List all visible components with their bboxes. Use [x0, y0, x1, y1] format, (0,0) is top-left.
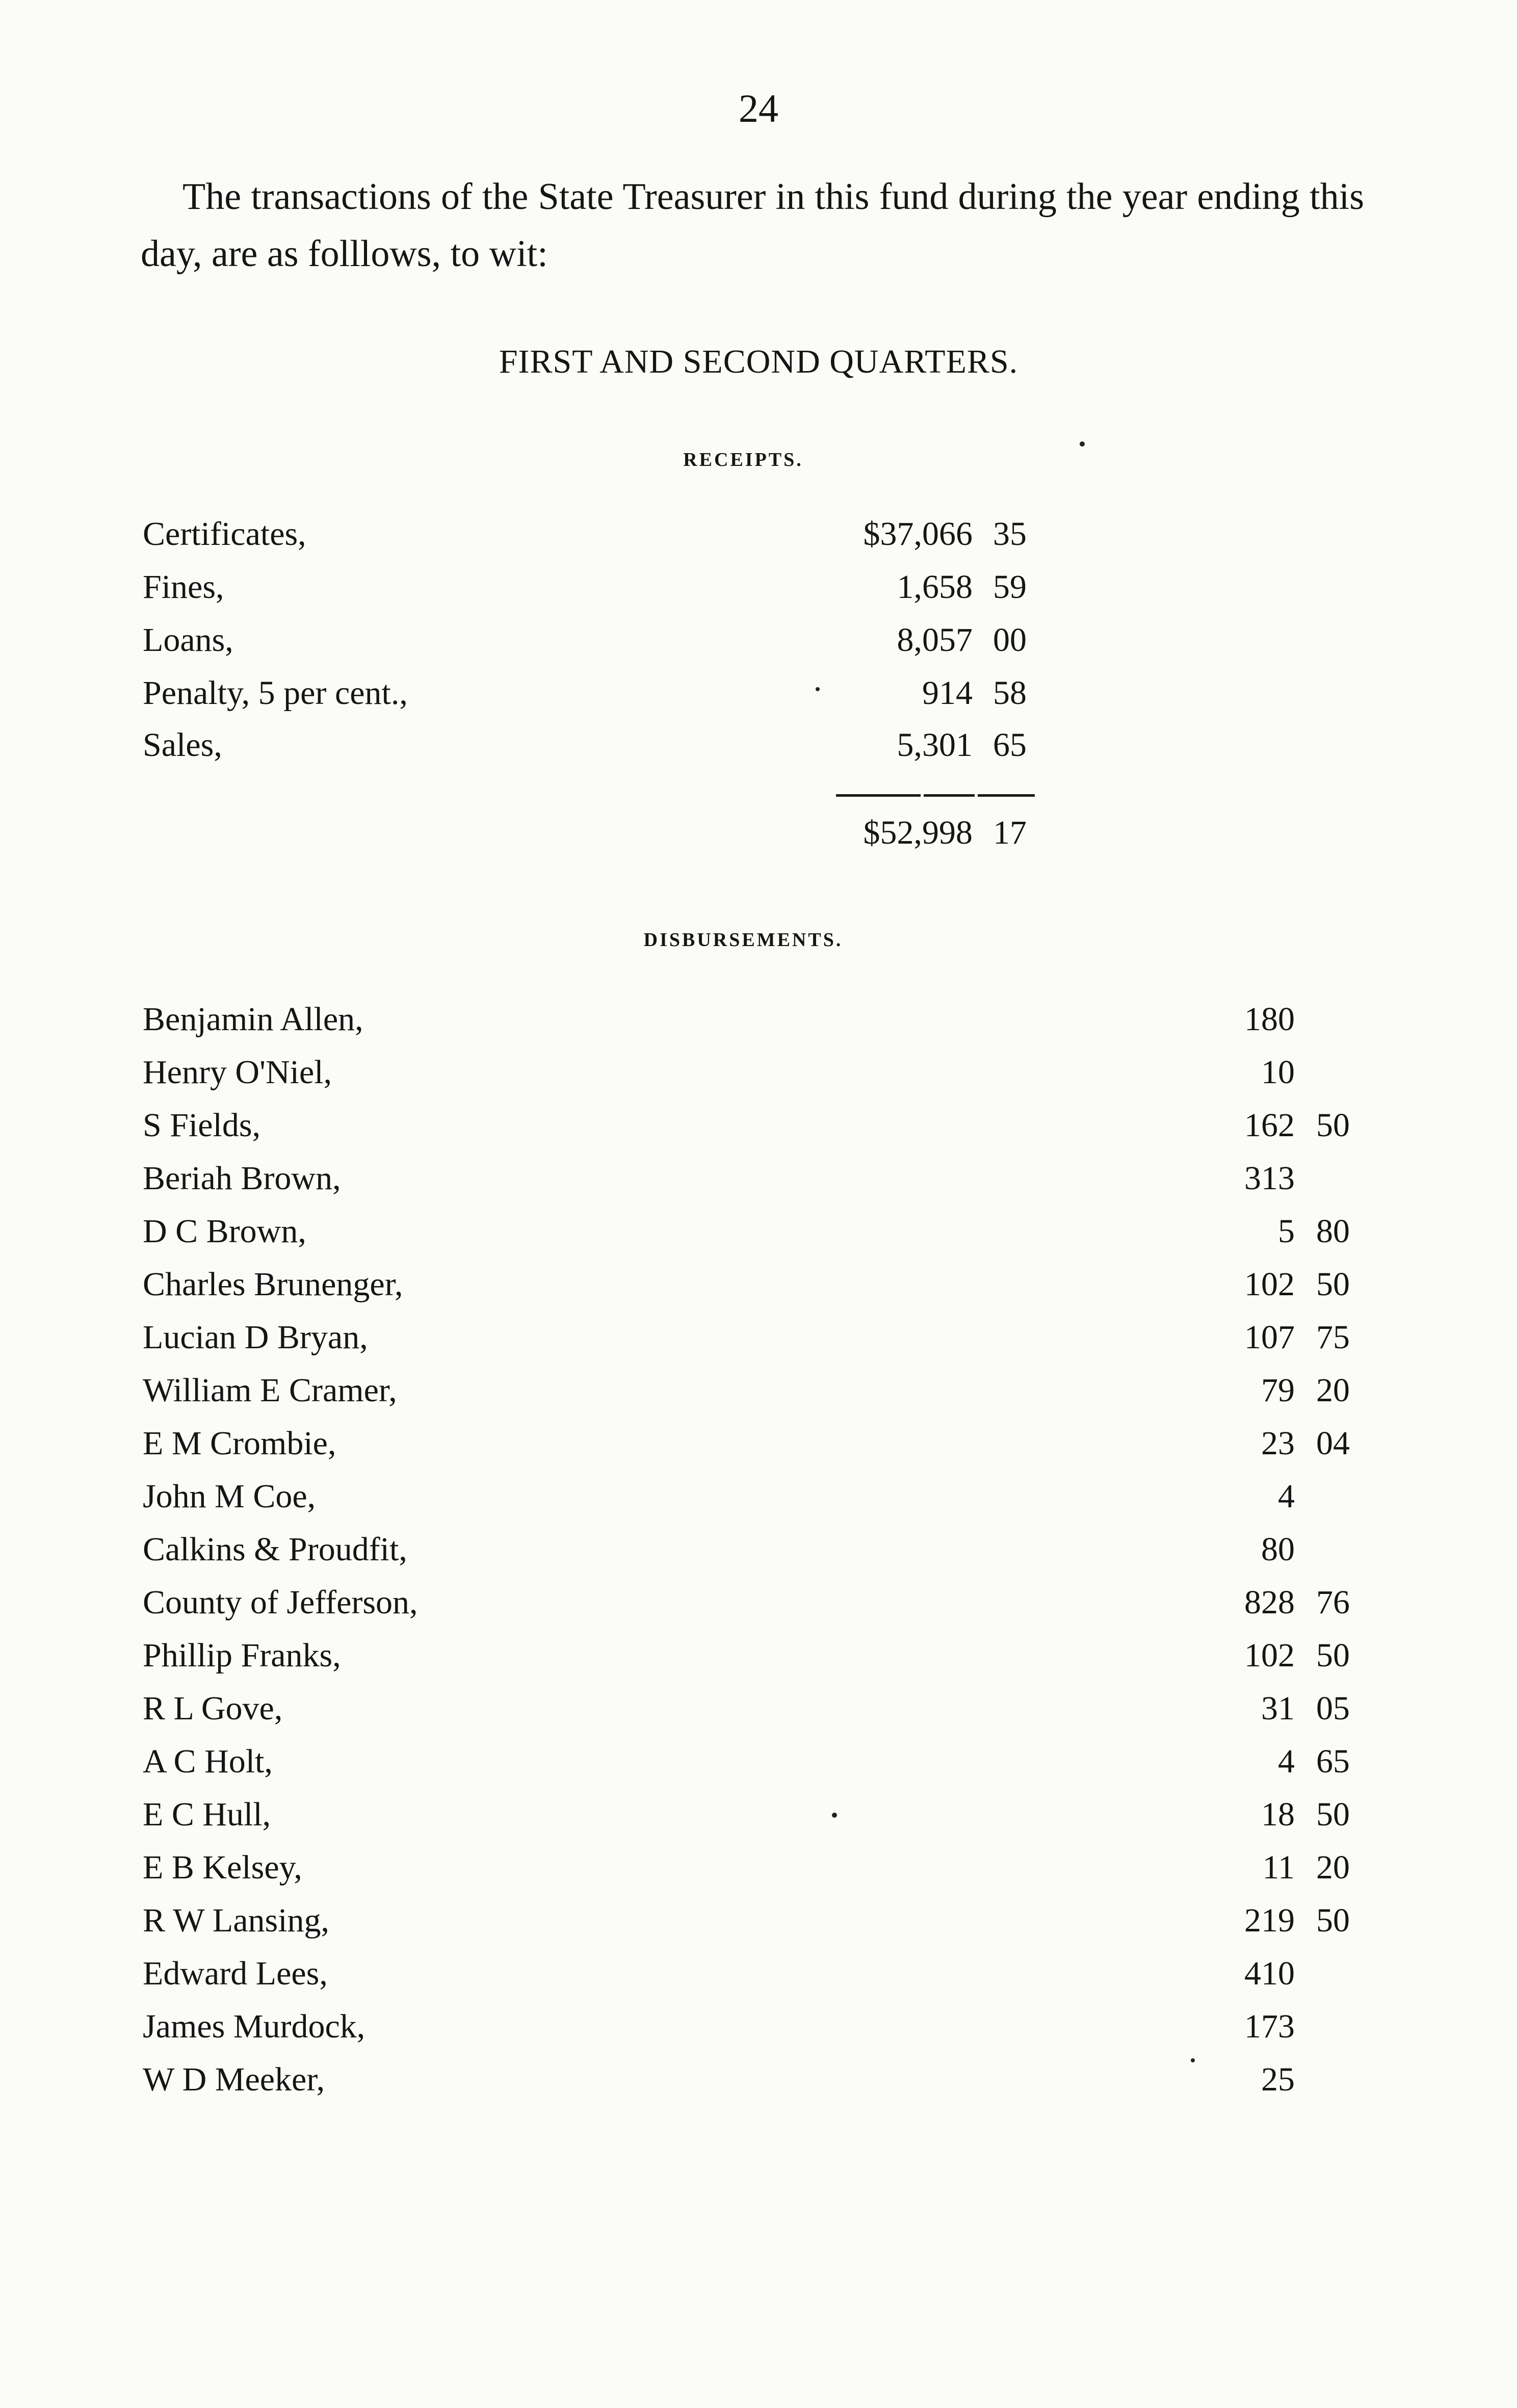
receipt-dollars: $37,066: [863, 515, 973, 553]
receipt-label: Sales,: [143, 726, 222, 764]
disbursement-row: [0, 1212, 1517, 1265]
receipt-cents: 58: [993, 674, 1027, 712]
disbursement-dollars: 5: [1278, 1213, 1295, 1250]
receipt-label: Fines,: [143, 568, 224, 606]
disbursement-dollars: 4: [1278, 1743, 1295, 1780]
disbursement-dollars: 828: [1244, 1584, 1295, 1621]
receipts-total-cents: 17: [993, 814, 1027, 851]
disbursement-dollars: 180: [1244, 1001, 1295, 1038]
disbursement-cents: 50: [1316, 1266, 1350, 1303]
disbursements-heading: DISBURSEMENTS.: [643, 929, 843, 951]
intro-paragraph: The transactions of the State Treasurer in this fund during the year ending this day, are as folllows, to wit:: [141, 176, 1364, 275]
disbursement-dollars: 79: [1261, 1372, 1295, 1409]
disbursement-dollars: 18: [1261, 1796, 1295, 1833]
disbursement-dollars: 102: [1244, 1637, 1295, 1674]
disbursement-cents: 50: [1316, 1107, 1350, 1144]
disbursement-row: [0, 1530, 1517, 1583]
disbursement-dollars: 10: [1261, 1054, 1295, 1091]
disbursement-payee: R W Lansing,: [143, 1902, 330, 1939]
disbursement-dollars: 25: [1261, 2061, 1295, 2098]
disbursement-dollars: 313: [1244, 1160, 1295, 1197]
receipt-cents: 65: [993, 726, 1027, 764]
disbursement-dollars: 107: [1244, 1319, 1295, 1356]
disbursement-row: [0, 1848, 1517, 1901]
disbursement-row: [0, 1689, 1517, 1742]
disbursement-row: [0, 2007, 1517, 2060]
disbursement-row: [0, 2060, 1517, 2113]
disbursement-payee: A C Holt,: [143, 1743, 273, 1780]
disbursement-dollars: 219: [1244, 1902, 1295, 1939]
disbursement-row: [0, 1265, 1517, 1318]
receipt-cents: 59: [993, 568, 1027, 606]
receipt-label: Certificates,: [143, 515, 306, 553]
disbursement-payee: R L Gove,: [143, 1690, 283, 1727]
disbursement-payee: Benjamin Allen,: [143, 1001, 363, 1038]
disbursement-payee: James Murdock,: [143, 2008, 365, 2045]
disbursement-payee: Beriah Brown,: [143, 1160, 341, 1197]
disbursement-row: [0, 1159, 1517, 1212]
disbursement-payee: County of Jefferson,: [143, 1584, 418, 1621]
disbursement-row: [0, 1583, 1517, 1636]
disbursement-payee: William E Cramer,: [143, 1372, 397, 1409]
disbursement-cents: 20: [1316, 1372, 1350, 1409]
disbursement-row: [0, 1371, 1517, 1424]
disbursement-payee: E B Kelsey,: [143, 1849, 302, 1886]
disbursement-cents: 80: [1316, 1213, 1350, 1250]
receipts-total-dollars: $52,998: [863, 814, 973, 851]
disbursement-row: [0, 1424, 1517, 1477]
disbursement-row: [0, 1477, 1517, 1530]
receipt-row: [0, 568, 1517, 621]
disbursement-cents: 50: [1316, 1637, 1350, 1674]
disbursement-row: [0, 1000, 1517, 1053]
disbursement-cents: 75: [1316, 1319, 1350, 1356]
disbursement-row: [0, 1901, 1517, 1954]
disbursement-row: [0, 1053, 1517, 1106]
receipt-dollars: 8,057: [897, 621, 973, 659]
disbursement-payee: W D Meeker,: [143, 2061, 325, 2098]
disbursement-row: [0, 1318, 1517, 1371]
disbursement-dollars: 11: [1262, 1849, 1295, 1886]
disbursement-dollars: 162: [1244, 1107, 1295, 1144]
receipt-cents: 35: [993, 515, 1027, 553]
disbursement-cents: 50: [1316, 1796, 1350, 1833]
disbursement-row: [0, 1636, 1517, 1689]
disbursement-payee: Edward Lees,: [143, 1955, 328, 1992]
disbursement-payee: Calkins & Proudfit,: [143, 1531, 407, 1568]
disbursement-dollars: 173: [1244, 2008, 1295, 2045]
receipt-row: [0, 674, 1517, 727]
receipt-dollars: 5,301: [897, 726, 973, 764]
disbursement-payee: John M Coe,: [143, 1478, 316, 1515]
disbursement-row: [0, 1795, 1517, 1848]
disbursement-payee: Charles Brunenger,: [143, 1266, 403, 1303]
disbursement-dollars: 23: [1261, 1425, 1295, 1462]
disbursement-dollars: 102: [1244, 1266, 1295, 1303]
receipt-dollars: 914: [922, 674, 973, 712]
disbursement-cents: 20: [1316, 1849, 1350, 1886]
print-speck: [816, 687, 820, 691]
disbursement-row: [0, 1742, 1517, 1795]
disbursement-cents: 05: [1316, 1690, 1350, 1727]
total-rule: [924, 794, 975, 797]
disbursement-cents: 65: [1316, 1743, 1350, 1780]
receipt-label: Loans,: [143, 621, 233, 659]
receipt-row: [0, 726, 1517, 779]
section-title: FIRST AND SECOND QUARTERS.: [499, 343, 1018, 380]
disbursement-payee: Lucian D Bryan,: [143, 1319, 368, 1356]
disbursement-payee: D C Brown,: [143, 1213, 306, 1250]
total-rule: [836, 794, 921, 797]
receipt-dollars: 1,658: [897, 568, 973, 606]
receipt-cents: 00: [993, 621, 1027, 659]
disbursement-cents: 76: [1316, 1584, 1350, 1621]
receipts-heading: RECEIPTS.: [683, 449, 803, 470]
page-number: 24: [739, 86, 778, 130]
disbursement-dollars: 80: [1261, 1531, 1295, 1568]
disbursement-row: [0, 1954, 1517, 2007]
disbursement-payee: Henry O'Niel,: [143, 1054, 332, 1091]
total-rule: [978, 794, 1035, 797]
disbursement-dollars: 410: [1244, 1955, 1295, 1992]
receipts-total-row: [0, 814, 1517, 867]
disbursement-payee: E C Hull,: [143, 1796, 271, 1833]
disbursement-dollars: 31: [1261, 1690, 1295, 1727]
disbursement-payee: E M Crombie,: [143, 1425, 336, 1462]
receipt-row: [0, 515, 1517, 568]
print-speck: [1080, 441, 1085, 447]
disbursement-row: [0, 1106, 1517, 1159]
print-speck: [1191, 2058, 1195, 2062]
disbursement-payee: Phillip Franks,: [143, 1637, 341, 1674]
disbursement-cents: 50: [1316, 1902, 1350, 1939]
print-speck: [832, 1813, 837, 1818]
disbursement-cents: 04: [1316, 1425, 1350, 1462]
receipt-label: Penalty, 5 per cent.,: [143, 674, 408, 712]
disbursement-dollars: 4: [1278, 1478, 1295, 1515]
disbursement-payee: S Fields,: [143, 1107, 261, 1144]
receipt-row: [0, 621, 1517, 674]
